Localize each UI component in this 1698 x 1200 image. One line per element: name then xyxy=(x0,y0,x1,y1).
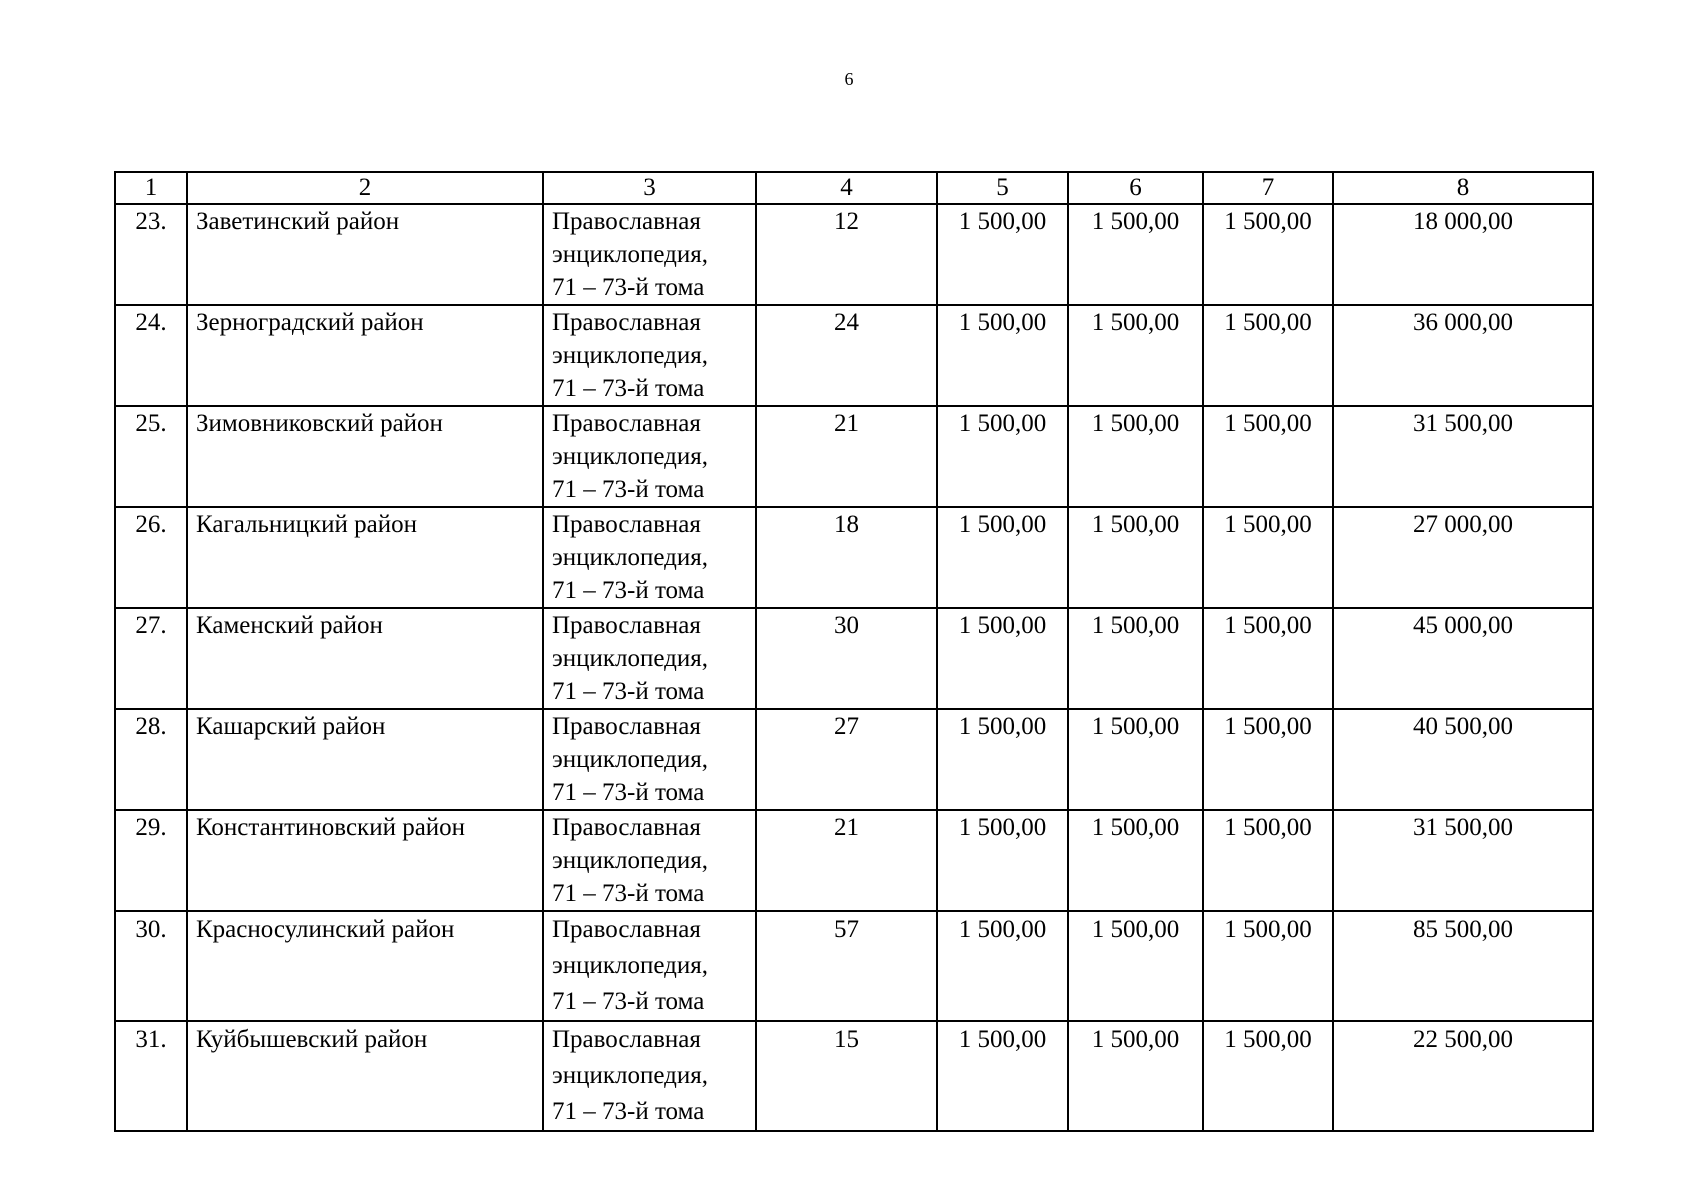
price-col-5: 1 500,00 xyxy=(937,608,1068,709)
price-col-7: 1 500,00 xyxy=(1203,305,1333,406)
price-col-7: 1 500,00 xyxy=(1203,1021,1333,1131)
price-col-6: 1 500,00 xyxy=(1068,911,1203,1021)
header-cell: 3 xyxy=(543,172,756,204)
price-col-6: 1 500,00 xyxy=(1068,608,1203,709)
quantity: 57 xyxy=(756,911,937,1021)
total-amount: 45 000,00 xyxy=(1333,608,1593,709)
publication-title: Православная энциклопедия, 71 – 73-й тома xyxy=(543,507,756,608)
header-cell: 5 xyxy=(937,172,1068,204)
price-col-7: 1 500,00 xyxy=(1203,709,1333,810)
row-number: 26. xyxy=(115,507,187,608)
publication-title: Православная энциклопедия, 71 – 73-й тома xyxy=(543,608,756,709)
total-amount: 40 500,00 xyxy=(1333,709,1593,810)
price-col-6: 1 500,00 xyxy=(1068,406,1203,507)
publication-title: Православная энциклопедия, 71 – 73-й тома xyxy=(543,406,756,507)
row-number: 25. xyxy=(115,406,187,507)
quantity: 24 xyxy=(756,305,937,406)
price-col-7: 1 500,00 xyxy=(1203,911,1333,1021)
district-name: Каменский район xyxy=(187,608,543,709)
total-amount: 36 000,00 xyxy=(1333,305,1593,406)
district-name: Зерноградский район xyxy=(187,305,543,406)
price-col-7: 1 500,00 xyxy=(1203,507,1333,608)
price-col-5: 1 500,00 xyxy=(937,810,1068,911)
price-col-6: 1 500,00 xyxy=(1068,305,1203,406)
row-number: 27. xyxy=(115,608,187,709)
header-cell: 4 xyxy=(756,172,937,204)
district-name: Константиновский район xyxy=(187,810,543,911)
table-row xyxy=(115,204,1593,305)
price-col-5: 1 500,00 xyxy=(937,911,1068,1021)
price-col-6: 1 500,00 xyxy=(1068,507,1203,608)
total-amount: 31 500,00 xyxy=(1333,406,1593,507)
price-col-5: 1 500,00 xyxy=(937,305,1068,406)
table-row xyxy=(115,709,1593,810)
row-number: 31. xyxy=(115,1021,187,1131)
table-row xyxy=(115,810,1593,911)
header-cell: 7 xyxy=(1203,172,1333,204)
price-col-6: 1 500,00 xyxy=(1068,204,1203,305)
row-number: 30. xyxy=(115,911,187,1021)
header-row xyxy=(115,172,1593,204)
row-number: 28. xyxy=(115,709,187,810)
price-col-7: 1 500,00 xyxy=(1203,608,1333,709)
table-row xyxy=(115,305,1593,406)
quantity: 30 xyxy=(756,608,937,709)
row-number: 24. xyxy=(115,305,187,406)
quantity: 15 xyxy=(756,1021,937,1131)
header-cell: 2 xyxy=(187,172,543,204)
row-number: 29. xyxy=(115,810,187,911)
distribution-table xyxy=(114,171,1594,1132)
district-name: Кашарский район xyxy=(187,709,543,810)
quantity: 27 xyxy=(756,709,937,810)
district-name: Зимовниковский район xyxy=(187,406,543,507)
row-number: 23. xyxy=(115,204,187,305)
total-amount: 31 500,00 xyxy=(1333,810,1593,911)
district-name: Красносулинский район xyxy=(187,911,543,1021)
table-row xyxy=(115,507,1593,608)
district-name: Кагальницкий район xyxy=(187,507,543,608)
district-name: Куйбышевский район xyxy=(187,1021,543,1131)
publication-title: Православная энциклопедия, 71 – 73-й тома xyxy=(543,1021,756,1131)
price-col-6: 1 500,00 xyxy=(1068,709,1203,810)
publication-title: Православная энциклопедия, 71 – 73-й тома xyxy=(543,305,756,406)
table-row xyxy=(115,1021,1593,1131)
district-name: Заветинский район xyxy=(187,204,543,305)
table-row xyxy=(115,406,1593,507)
quantity: 21 xyxy=(756,810,937,911)
header-cell: 8 xyxy=(1333,172,1593,204)
quantity: 18 xyxy=(756,507,937,608)
publication-title: Православная энциклопедия, 71 – 73-й тома xyxy=(543,204,756,305)
table-row xyxy=(115,608,1593,709)
header-cell: 1 xyxy=(115,172,187,204)
price-col-5: 1 500,00 xyxy=(937,204,1068,305)
total-amount: 18 000,00 xyxy=(1333,204,1593,305)
page-number: 6 xyxy=(844,69,854,89)
publication-title: Православная энциклопедия, 71 – 73-й тома xyxy=(543,911,756,1021)
quantity: 12 xyxy=(756,204,937,305)
header-cell: 6 xyxy=(1068,172,1203,204)
publication-title: Православная энциклопедия, 71 – 73-й тома xyxy=(543,709,756,810)
price-col-7: 1 500,00 xyxy=(1203,810,1333,911)
price-col-6: 1 500,00 xyxy=(1068,1021,1203,1131)
price-col-7: 1 500,00 xyxy=(1203,406,1333,507)
total-amount: 27 000,00 xyxy=(1333,507,1593,608)
publication-title: Православная энциклопедия, 71 – 73-й тома xyxy=(543,810,756,911)
price-col-7: 1 500,00 xyxy=(1203,204,1333,305)
price-col-5: 1 500,00 xyxy=(937,709,1068,810)
table-row xyxy=(115,911,1593,1021)
total-amount: 22 500,00 xyxy=(1333,1021,1593,1131)
price-col-6: 1 500,00 xyxy=(1068,810,1203,911)
price-col-5: 1 500,00 xyxy=(937,507,1068,608)
price-col-5: 1 500,00 xyxy=(937,1021,1068,1131)
quantity: 21 xyxy=(756,406,937,507)
total-amount: 85 500,00 xyxy=(1333,911,1593,1021)
price-col-5: 1 500,00 xyxy=(937,406,1068,507)
